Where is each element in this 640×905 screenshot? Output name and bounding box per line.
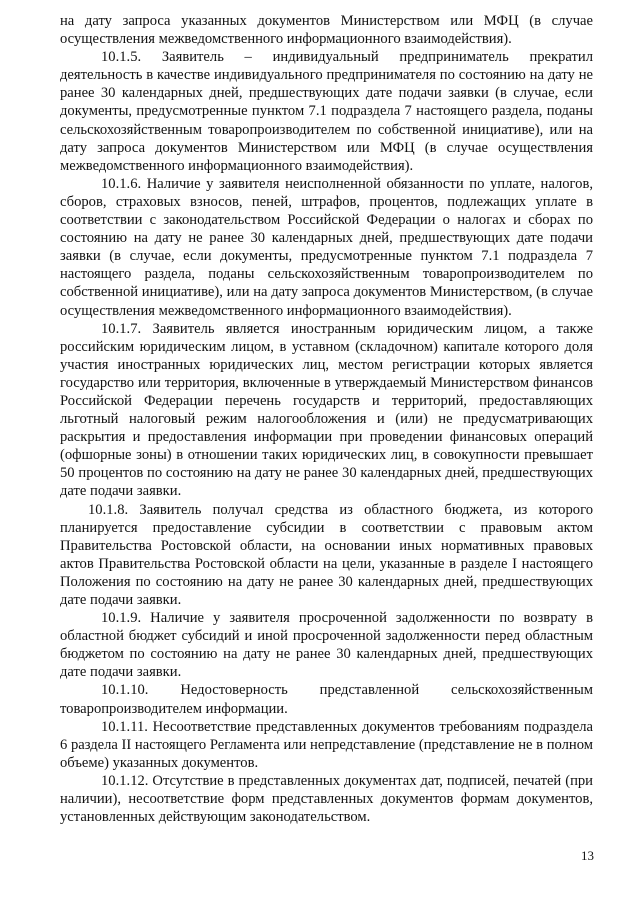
paragraph-10-1-6: 10.1.6. Наличие у заявителя неисполненной обязанности по уплате, налогов, сборов, страховых взносов, пеней, штрафов, процентов, подлежащих уплате в соответствии с законодательством Российской Федерации о налогах и сборах по состоянию на дату не ранее 30 календарных дней, предшествующих дате подачи заявки (в случае, если документы, предусмотренные пунктом 7.1 подраздела 7 настоящего раздела, поданы сельскохозяйственным товаропроизводителем по собственной инициативе), или на дату запроса документов Министерством, (в случае осуществления межведомственного информационного взаимодействия). — [60, 175, 593, 319]
document-page — [60, 12, 593, 826]
page-number: 13 — [581, 848, 594, 863]
paragraph-10-1-12: 10.1.12. Отсутствие в представленных документах дат, подписей, печатей (при наличии), несоответствие форм представленных документов формам документов, установленных действующим законодательством. — [60, 772, 593, 826]
paragraph-continuation: на дату запроса указанных документов Министерством или МФЦ (в случае осуществления межведомственного информационного взаимодействия). — [60, 13, 593, 48]
paragraph-10-1-9: 10.1.9. Наличие у заявителя просроченной задолженности по возврату в областной бюджет субсидий и иной просроченной задолженности перед областным бюджетом по состоянию на дату не ранее 30 календарных дней, предшествующих дате подачи заявки. — [60, 610, 593, 681]
paragraph-10-1-10: 10.1.10. Недостоверность представленной сельскохозяйственным товаропроизводителем информации. — [60, 682, 593, 717]
paragraph-10-1-5: 10.1.5. Заявитель – индивидуальный предприниматель прекратил деятельность в качестве индивидуального предпринимателя по состоянию на дату не ранее 30 календарных дней, предшествующих дате подачи заявки (в случае, если документы, предусмотренные пунктом 7.1 подраздела 7 настоящего раздела, поданы сельскохозяйственным товаропроизводителем по собственной инициативе), или на дату запроса документов Министерством или МФЦ (в случае осуществления межведомственного информационного взаимодействия). — [60, 49, 593, 174]
paragraph-10-1-7: 10.1.7. Заявитель является иностранным юридическим лицом, а также российским юридическим лицом, в уставном (складочном) капитале которого доля участия иностранных юридических лиц, местом регистрации которых является государство или территория, включенные в утверждаемый Министерством финансов Российской Федерации перечень государств и территорий, предоставляющих льготный налоговый режим налогообложения и (или) не предусматривающих раскрытия и предоставления информации при проведении финансовых операций (офшорные зоны) в отношении таких юридических лиц, в совокупности превышает 50 процентов по состоянию на дату не ранее 30 календарных дней, предшествующих дате подачи заявки. — [60, 320, 593, 500]
paragraph-10-1-8: 10.1.8. Заявитель получал средства из областного бюджета, из которого планируется предоставление субсидии в соответствии с правовым актом Правительства Ростовской области, на основании иных нормативных правовых актов Правительства Ростовской области на цели, указанные в разделе I настоящего Положения по состоянию на дату не ранее 30 календарных дней, предшествующих дате подачи заявки. — [60, 501, 593, 608]
paragraph-10-1-11: 10.1.11. Несоответствие представленных документов требованиям подраздела 6 раздела II настоящего Регламента или непредставление (представление не в полном объеме) указанных документов. — [60, 718, 593, 771]
